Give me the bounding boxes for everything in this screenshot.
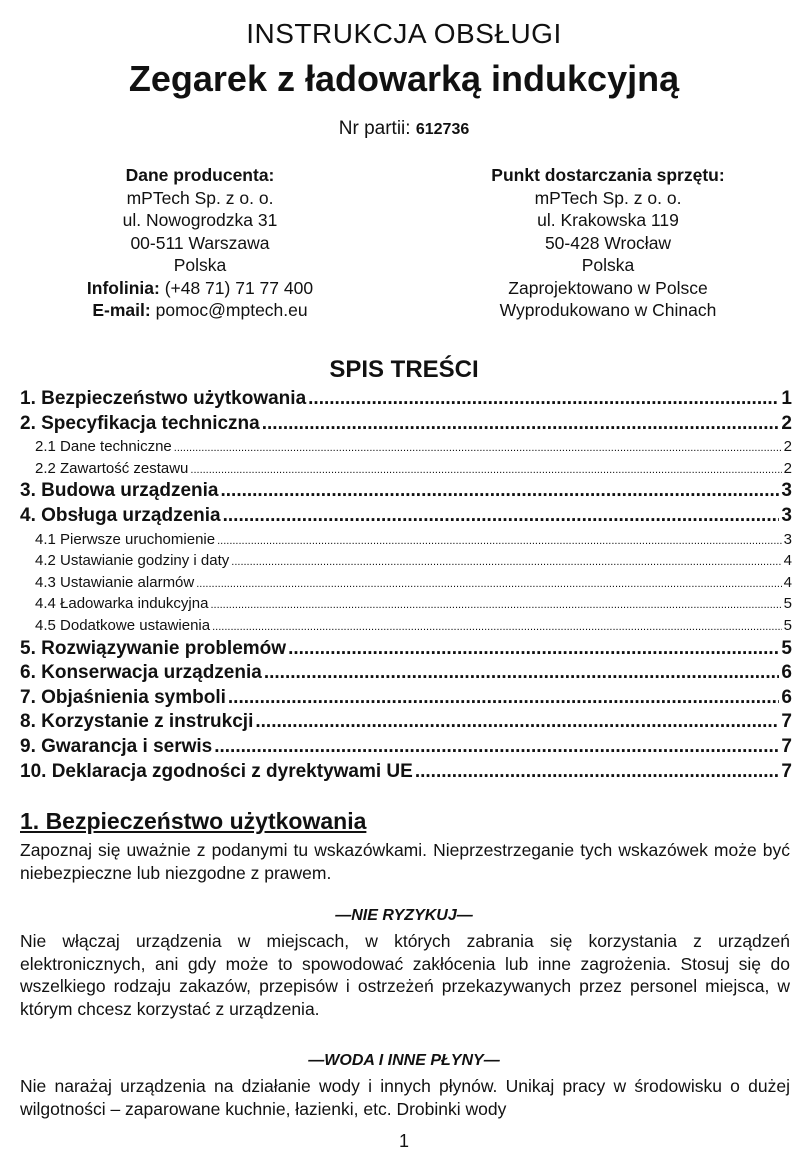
toc-entry[interactable] <box>20 593 792 615</box>
toc-entry-label: 4.1 Pierwsze uruchomienie <box>35 530 216 548</box>
toc-leader-dots <box>308 387 779 412</box>
toc-entry-label: 6. Konserwacja urządzenia <box>20 662 262 684</box>
toc-entry-label: 5. Rozwiązywanie problemów <box>20 637 287 659</box>
toc-entry-page: 4 <box>783 552 792 570</box>
made-in: Wyprodukowano w Chinach <box>499 300 717 320</box>
toc-entry-label: 2.2 Zawartość zestawu <box>35 459 189 477</box>
toc-entry[interactable] <box>20 735 792 760</box>
risk-paragraph: Nie włączaj urządzenia w miejscach, w których zabrania się korzystania z urządzeń elektronicznych, ani gdy może to spowodować zakłócenia lub inne zagrożenia. Stosuj się do wszelkiego rodzaju zakazów, przepisów i ostrzeżeń przekazywanych przez personel miejsca, w którym chcesz korzystać z urządzenia. <box>20 931 790 1019</box>
manufacturer-country: Polska <box>173 255 227 275</box>
toc-entry-page: 7 <box>781 711 792 733</box>
delivery-block <box>418 164 798 322</box>
toc-entry[interactable] <box>20 686 792 711</box>
toc-leader-dots <box>210 593 781 617</box>
hotline-number: (+48 71) 71 77 400 <box>164 277 314 298</box>
toc-entry-page: 2 <box>781 412 792 434</box>
toc-heading: SPIS TREŚCI <box>329 356 479 383</box>
batch-info <box>0 118 808 140</box>
toc-entry[interactable] <box>20 529 792 551</box>
delivery-street: ul. Krakowska 119 <box>537 210 679 230</box>
email-label: E-mail: <box>92 300 151 320</box>
toc-leader-dots <box>190 458 781 482</box>
manufacturer-heading: Dane producenta: <box>125 165 275 185</box>
toc-entry-page: 3 <box>781 504 792 526</box>
delivery-heading: Punkt dostarczania sprzętu: <box>491 165 725 185</box>
toc-entry[interactable] <box>20 412 792 437</box>
batch-number: 612736 <box>415 121 470 138</box>
toc-entry-label: 10. Deklaracja zgodności z dyrektywami UE <box>20 760 413 782</box>
risk-heading: —NIE RYZYKUJ— <box>335 907 473 924</box>
designed-in: Zaprojektowano w Polsce <box>508 277 708 298</box>
toc-entry[interactable] <box>20 550 792 572</box>
toc-leader-dots <box>214 735 779 760</box>
manufacturer-email <box>10 299 390 322</box>
water-heading: —WODA I INNE PŁYNY— <box>308 1052 500 1069</box>
toc-entry-page: 3 <box>781 480 792 502</box>
delivery-company: mPTech Sp. z o. o. <box>534 187 682 208</box>
toc-entry-label: 1. Bezpieczeństwo użytkowania <box>20 388 307 409</box>
toc-entry-label: 7. Objaśnienia symboli <box>20 686 226 708</box>
toc-leader-dots <box>223 504 780 529</box>
toc-entry-label: 4.2 Ustawianie godziny i daty <box>35 552 230 570</box>
toc-entry-page: 2 <box>783 459 792 477</box>
toc-leader-dots <box>212 615 782 639</box>
delivery-city: 50-428 Wrocław <box>544 232 672 253</box>
toc-entry-label: 2. Specyfikacja techniczna <box>20 412 260 434</box>
toc-entry-page: 5 <box>783 616 792 634</box>
toc-entry-page: 7 <box>781 735 792 757</box>
toc-entry-label: 4.5 Dodatkowe ustawienia <box>35 616 211 634</box>
toc-entry-page: 3 <box>783 530 792 548</box>
toc-leader-dots <box>264 661 780 686</box>
toc-entry[interactable] <box>20 760 792 785</box>
toc-entry-label: 2.1 Dane techniczne <box>35 438 172 456</box>
toc-leader-dots <box>196 572 781 596</box>
toc-entry-label: 9. Gwarancja i serwis <box>20 735 213 757</box>
toc-leader-dots <box>228 686 780 711</box>
table-of-contents <box>20 387 792 784</box>
toc-leader-dots <box>415 760 780 785</box>
document-kind: INSTRUKCJA OBSŁUGI <box>246 18 562 49</box>
manufacturer-city: 00-511 Warszawa <box>130 232 270 253</box>
hotline-label: Infolinia: <box>86 277 160 298</box>
section-1-intro: Zapoznaj się uważnie z podanymi tu wskazówkami. Nieprzestrzeganie tych wskazówek może być niebezpieczne lub niezgodne z prawem. <box>20 840 790 883</box>
toc-entry-page: 6 <box>781 662 792 684</box>
toc-entry[interactable] <box>20 504 792 529</box>
toc-leader-dots <box>262 412 780 437</box>
toc-entry[interactable] <box>20 387 792 412</box>
toc-entry[interactable] <box>20 661 792 686</box>
document-title: Zegarek z ładowarką indukcyjną <box>128 58 680 99</box>
manufacturer-hotline <box>10 277 390 300</box>
toc-entry-label: 4.3 Ustawianie alarmów <box>35 573 195 591</box>
page-number: 1 <box>398 1131 409 1151</box>
batch-label: Nr partii: <box>338 118 411 139</box>
toc-entry[interactable] <box>20 436 792 458</box>
toc-leader-dots <box>174 436 782 460</box>
toc-leader-dots <box>288 637 779 662</box>
toc-leader-dots <box>217 529 782 553</box>
manufacturer-company: mPTech Sp. z o. o. <box>126 187 274 208</box>
toc-entry-page: 1 <box>781 388 792 409</box>
section-1-heading: 1. Bezpieczeństwo użytkowania <box>20 808 367 834</box>
delivery-country: Polska <box>581 255 635 275</box>
toc-entry[interactable] <box>20 615 792 637</box>
toc-entry-label: 4. Obsługa urządzenia <box>20 504 221 526</box>
toc-entry[interactable] <box>20 572 792 594</box>
toc-entry-label: 8. Korzystanie z instrukcji <box>20 711 254 733</box>
toc-entry[interactable] <box>20 458 792 480</box>
toc-entry-page: 7 <box>781 760 792 782</box>
toc-leader-dots <box>255 710 779 735</box>
water-paragraph: Nie narażaj urządzenia na działanie wody i innych płynów. Unikaj pracy w środowisku o dużej wilgotności – zaparowane kuchnie, łazienki, etc. Drobinki wody <box>20 1076 790 1119</box>
email-address: pomoc@mptech.eu <box>155 300 308 320</box>
toc-leader-dots <box>220 479 779 504</box>
toc-entry[interactable] <box>20 710 792 735</box>
toc-entry[interactable] <box>20 479 792 504</box>
toc-entry-page: 6 <box>781 686 792 708</box>
toc-entry-label: 4.4 Ładowarka indukcyjna <box>35 595 209 613</box>
manufacturer-block <box>10 164 390 322</box>
toc-leader-dots <box>231 550 781 574</box>
toc-entry-page: 4 <box>783 573 792 591</box>
toc-entry-page: 5 <box>781 637 792 659</box>
manufacturer-street: ul. Nowogrodzka 31 <box>122 210 278 230</box>
toc-entry-label: 3. Budowa urządzenia <box>20 480 219 502</box>
toc-entry-page: 5 <box>783 595 792 613</box>
toc-entry[interactable] <box>20 637 792 662</box>
toc-entry-page: 2 <box>783 438 792 456</box>
